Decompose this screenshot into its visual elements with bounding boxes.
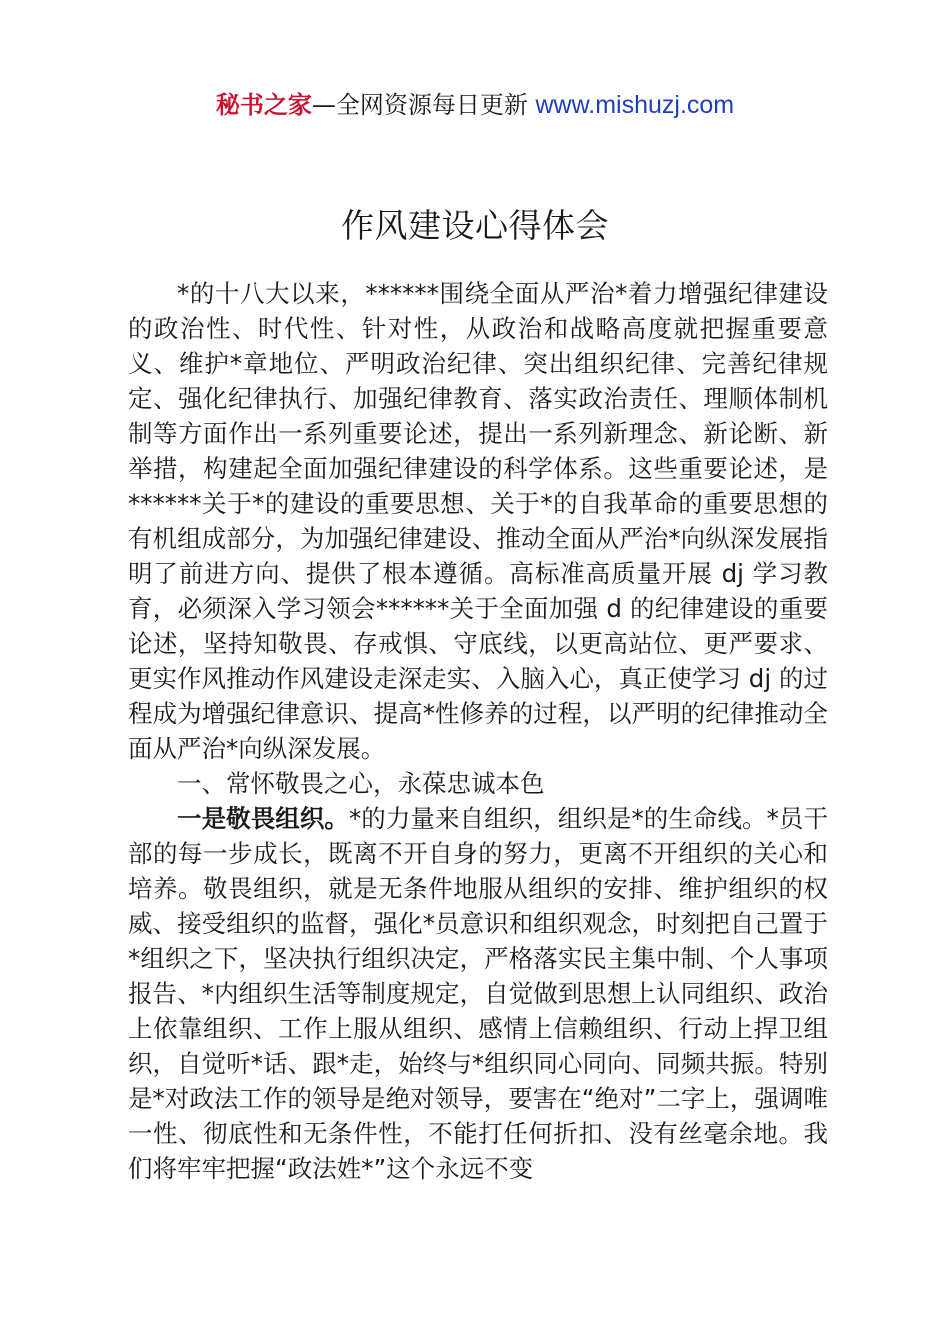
point-text: *的力量来自组织，组织是*的生命线。*员干部的每一步成长，既离不开自身的努力，更离不开组织的关心和培养。敬畏组织，就是无条件地服从组织的安排、维护组织的权威、接受组织的监督，强化*员意识和组织观念，时刻把自己置于*组织之下，坚决执行组织决定，严格落实民主集中制、个人事项报告、*内组织生活等制度规定，自觉做到思想上认同组织、政治上依靠组织、工作上服从组织、感情上信赖组织、行动上捍卫组织，自觉听*话、跟*走，始终与*组织同心同向、同频共振。特别是*对政法工作的领导是绝对领导，要害在“绝对”二字上，强调唯一性、彻底性和无条件性，不能打任何折扣、没有丝毫余地。我们将牢牢把握“政法姓*”这个永远不变 <box>128 804 828 1183</box>
point-paragraph <box>128 801 828 1186</box>
point-lead: 一是敬畏组织。 <box>177 804 349 833</box>
intro-paragraph: *的十八大以来，******围绕全面从严治*着力增强纪律建设的政治性、时代性、针对性，从政治和战略高度就把握重要意义、维护*章地位、严明政治纪律、突出组织纪律、完善纪律规定、强化纪律执行、加强纪律教育、落实政治责任、理顺体制机制等方面作出一系列重要论述，提出一系列新理念、新论断、新举措，构建起全面加强纪律建设的科学体系。这些重要论述，是******关于*的建设的重要思想、关于*的自我革命的重要思想的有机组成部分，为加强纪律建设、推动全面从严治*向纵深发展指明了前进方向、提供了根本遵循。高标准高质量开展 dj 学习教育，必须深入学习领会******关于全面加强 d 的纪律建设的重要论述，坚持知敬畏、存戒惧、守底线，以更高站位、更严要求、更实作风推动作风建设走深走实、入脑入心，真正使学习 dj 的过程成为增强纪律意识、提高*性修养的过程，以严明的纪律推动全面从严治*向纵深发展。 <box>128 279 828 763</box>
document-title: 作风建设心得体会 <box>341 206 609 246</box>
site-header <box>0 88 950 122</box>
section-heading: 一、常怀敬畏之心，永葆忠诚本色 <box>177 769 545 798</box>
document-body <box>128 276 828 1186</box>
site-name: 秘书之家 <box>215 91 312 119</box>
site-tagline: —全网资源每日更新 <box>311 91 536 119</box>
site-url-link[interactable]: www.mishuzj.com <box>535 91 735 119</box>
